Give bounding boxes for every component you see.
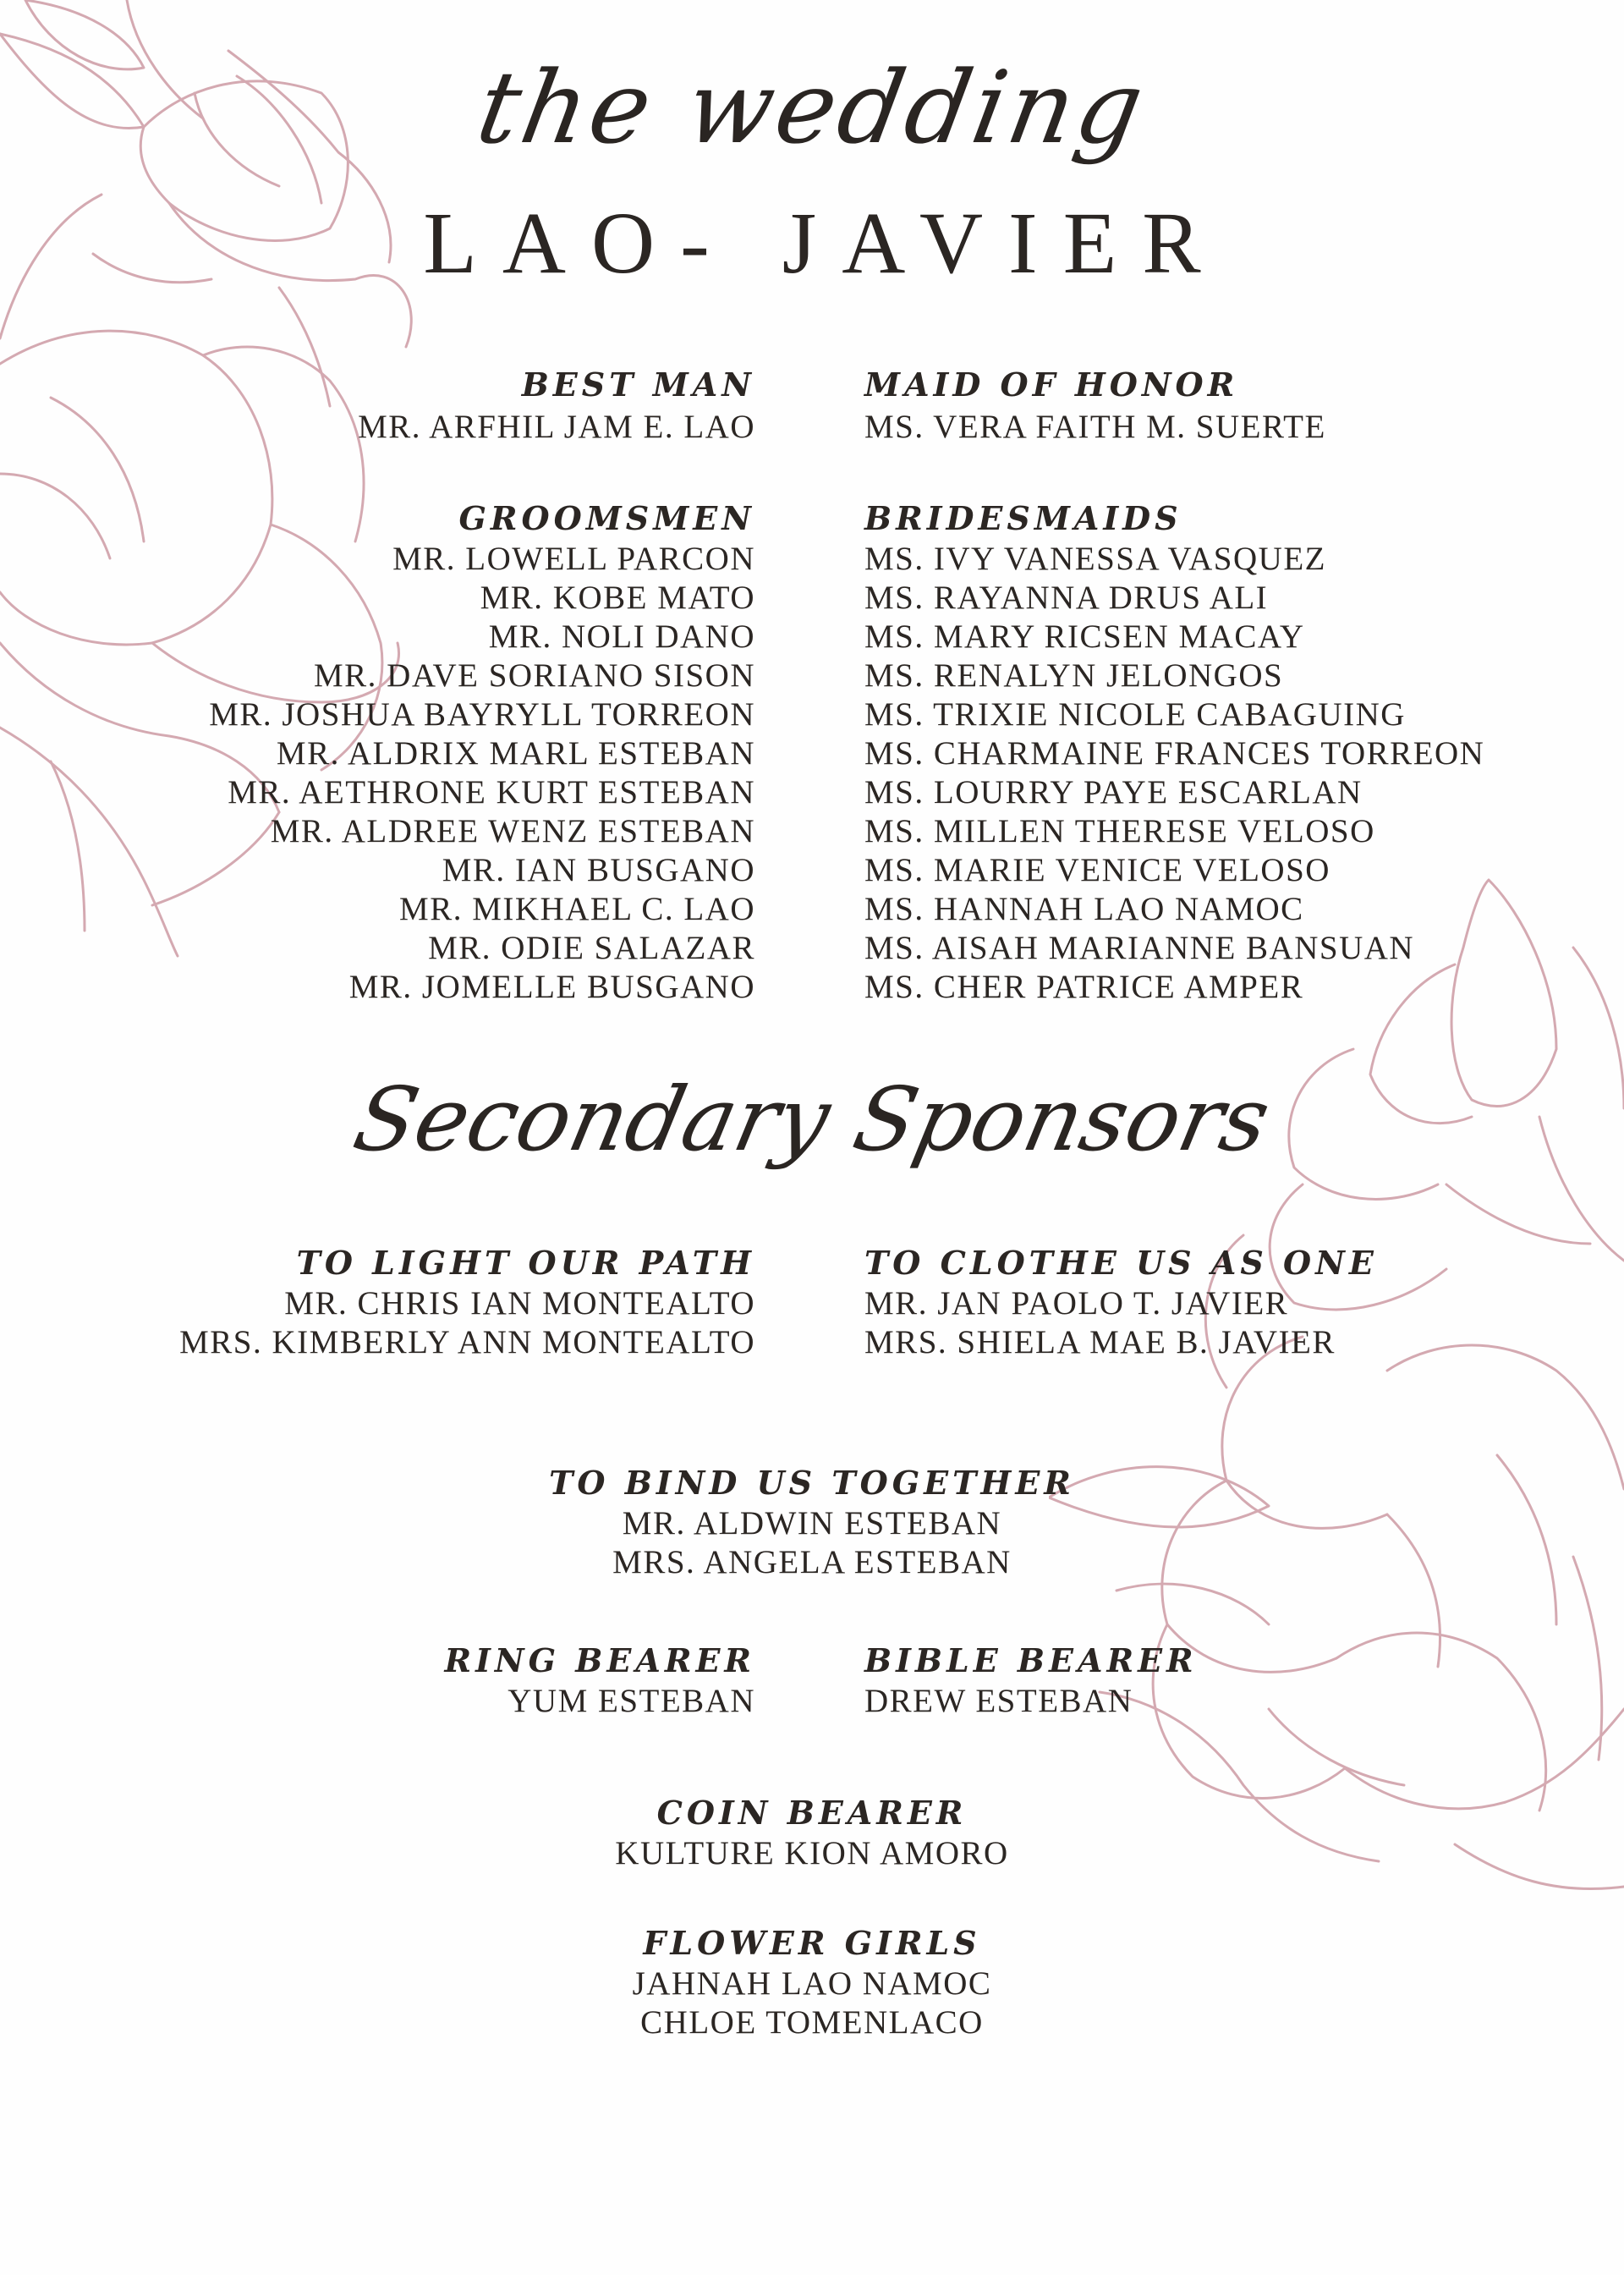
light-path-list: [179, 1284, 755, 1362]
ring-bearer-heading: RING BEARER: [444, 1641, 755, 1679]
groomsman-name: MR. JOMELLE BUSGANO: [348, 969, 755, 1005]
bind-us-heading: TO BIND US TOGETHER: [549, 1464, 1075, 1502]
bridesmaid-name: MS. CHER PATRICE AMPER: [864, 969, 1304, 1005]
bridesmaid-name: MS. MARIE VENICE VELOSO: [864, 852, 1330, 888]
bridesmaid-name: MS. CHARMAINE FRANCES TORREON: [864, 735, 1485, 772]
groomsman-name: MR. ODIE SALAZAR: [428, 930, 755, 966]
couple-surnames: LAO- JAVIER: [423, 195, 1226, 292]
best-man-heading: BEST MAN: [521, 365, 755, 404]
bridesmaids-block: [864, 497, 1484, 1007]
maid-of-honor-heading: MAID OF HONOR: [864, 365, 1239, 404]
bridesmaid-name: MS. AISAH MARIANNE BANSUAN: [864, 930, 1415, 966]
sponsor-name: MRS. ANGELA ESTEBAN: [612, 1544, 1012, 1580]
clothe-us-block: [864, 1242, 1378, 1362]
groomsman-name: MR. AETHRONE KURT ESTEBAN: [228, 774, 755, 811]
groomsman-name: MR. DAVE SORIANO SISON: [313, 657, 755, 694]
bind-us-block: [0, 1462, 1624, 1582]
sponsor-name: MR. CHRIS IAN MONTEALTO: [284, 1285, 755, 1322]
coin-bearer-heading: COIN BEARER: [656, 1794, 968, 1832]
groomsmen-heading: GROOMSMEN: [458, 499, 755, 537]
bridesmaid-name: MS. RENALYN JELONGOS: [864, 657, 1284, 694]
sponsor-name: MRS. KIMBERLY ANN MONTEALTO: [179, 1324, 755, 1360]
bind-us-list: [0, 1504, 1624, 1582]
maid-of-honor-block: [864, 364, 1326, 447]
groomsman-name: MR. MIKHAEL C. LAO: [399, 891, 755, 927]
sponsor-name: MRS. SHIELA MAE B. JAVIER: [864, 1324, 1336, 1360]
bridesmaid-name: MS. IVY VANESSA VASQUEZ: [864, 541, 1326, 577]
clothe-us-list: [864, 1284, 1378, 1362]
coin-bearer-name: KULTURE KION AMORO: [615, 1835, 1009, 1871]
ring-bearer-block: [445, 1640, 755, 1721]
groomsman-name: MR. JOSHUA BAYRYLL TORREON: [209, 696, 755, 733]
ring-bearer-name: YUM ESTEBAN: [508, 1683, 755, 1719]
groomsman-name: MR. ALDRIX MARL ESTEBAN: [276, 735, 755, 772]
flower-girl-name: CHLOE TOMENLACO: [640, 2004, 984, 2041]
groomsmen-list: [209, 540, 755, 1007]
flower-girl-name: JAHNAH LAO NAMOC: [632, 1965, 992, 2002]
flower-girls-heading: FLOWER GIRLS: [643, 1924, 981, 1962]
flower-girls-list: [0, 1965, 1624, 2042]
secondary-sponsors-title: Secondary Sponsors: [345, 1068, 1279, 1171]
groomsman-name: MR. KOBE MATO: [480, 580, 755, 616]
bridesmaid-name: MS. TRIXIE NICOLE CABAGUING: [864, 696, 1406, 733]
best-man-name: MR. ARFHIL JAM E. LAO: [358, 409, 755, 445]
light-path-heading: TO LIGHT OUR PATH: [296, 1244, 755, 1282]
bridesmaids-list: [864, 540, 1484, 1007]
bridesmaid-name: MS. MILLEN THERESE VELOSO: [864, 813, 1375, 849]
bible-bearer-block: [864, 1640, 1198, 1721]
best-man-block: [358, 364, 755, 447]
flower-girls-block: [0, 1922, 1624, 2042]
groomsman-name: MR. IAN BUSGANO: [442, 852, 755, 888]
coin-bearer-block: [0, 1792, 1624, 1873]
clothe-us-heading: TO CLOTHE US AS ONE: [864, 1244, 1378, 1282]
light-path-block: [179, 1242, 755, 1362]
floral-bottom-right-illustration: [1049, 863, 1624, 1912]
bridesmaid-name: MS. MARY RICSEN MACAY: [864, 618, 1305, 655]
script-title: the wedding: [469, 49, 1155, 166]
bible-bearer-name: DREW ESTEBAN: [864, 1683, 1133, 1719]
groomsman-name: MR. ALDREE WENZ ESTEBAN: [270, 813, 755, 849]
groomsman-name: MR. LOWELL PARCON: [392, 541, 755, 577]
sponsor-name: MR. ALDWIN ESTEBAN: [622, 1505, 1002, 1541]
bridesmaid-name: MS. HANNAH LAO NAMOC: [864, 891, 1304, 927]
sponsor-name: MR. JAN PAOLO T. JAVIER: [864, 1285, 1289, 1322]
bridesmaid-name: MS. RAYANNA DRUS ALI: [864, 580, 1269, 616]
bible-bearer-heading: BIBLE BEARER: [864, 1641, 1198, 1679]
groomsman-name: MR. NOLI DANO: [488, 618, 755, 655]
maid-of-honor-name: MS. VERA FAITH M. SUERTE: [864, 409, 1326, 445]
groomsmen-block: [209, 497, 755, 1007]
bridesmaid-name: MS. LOURRY PAYE ESCARLAN: [864, 774, 1363, 811]
bridesmaids-heading: BRIDESMAIDS: [864, 499, 1182, 537]
